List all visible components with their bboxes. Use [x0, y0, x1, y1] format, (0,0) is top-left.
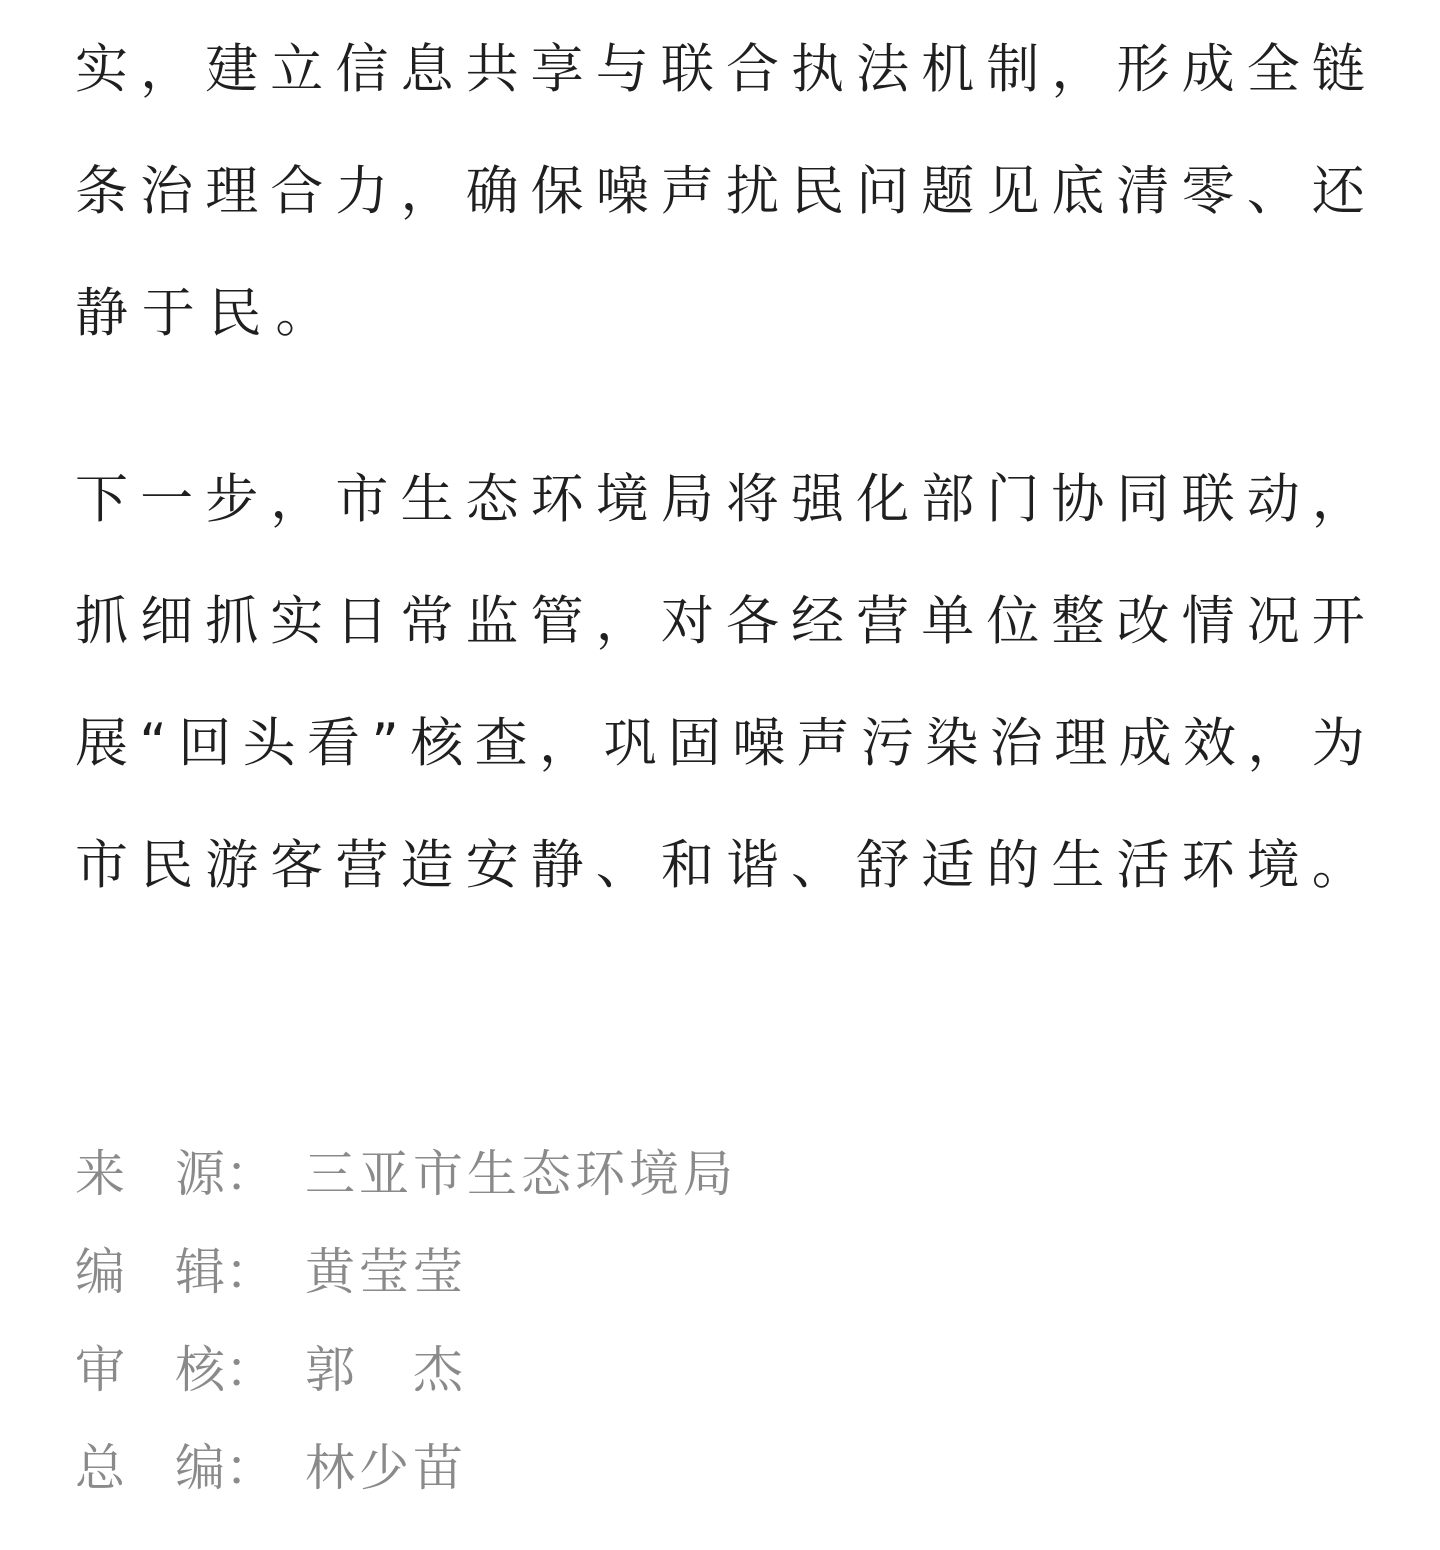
- paragraph-line: 静于民。: [75, 283, 343, 344]
- credit-chief-editor-value: 林少苗: [305, 1439, 467, 1497]
- paragraph-line: 市 民 游 客 营 造 安 静 、 和 谐 、 舒 适 的 生 活 环 境 。: [75, 835, 1365, 896]
- credit-chief-editor-label: 总 编：: [75, 1439, 275, 1497]
- credit-editor: [75, 1223, 875, 1321]
- credit-editor-label: 编 辑：: [75, 1243, 275, 1301]
- credit-reviewer-label: 审 核：: [75, 1341, 275, 1399]
- paragraph-line: 下 一 步 ， 市 生 态 环 境 局 将 强 化 部 门 协 同 联 动 ，: [75, 469, 1365, 530]
- credit-source-label: 来 源：: [75, 1145, 275, 1203]
- credit-editor-value: 黄莹莹: [305, 1243, 467, 1301]
- paragraph-line: 实 ， 建 立 信 息 共 享 与 联 合 执 法 机 制 ， 形 成 全 链: [75, 39, 1365, 100]
- credit-reviewer-value: 郭 杰: [305, 1341, 467, 1399]
- credit-source-value: 三亚市生态环境局: [305, 1145, 737, 1203]
- paragraph-line: 抓 细 抓 实 日 常 监 管 ， 对 各 经 营 单 位 整 改 情 况 开: [75, 591, 1365, 652]
- paragraph-line: 展 “ 回 头 看 ” 核 查 ， 巩 固 噪 声 污 染 治 理 成 效 ， 为: [75, 713, 1365, 774]
- credit-reviewer: [75, 1321, 875, 1419]
- credit-source: [75, 1125, 875, 1223]
- article-credits: [75, 1125, 875, 1517]
- paragraph-line: 条 治 理 合 力 ， 确 保 噪 声 扰 民 问 题 见 底 清 零 、 还: [75, 161, 1365, 222]
- credit-chief-editor: [75, 1419, 875, 1517]
